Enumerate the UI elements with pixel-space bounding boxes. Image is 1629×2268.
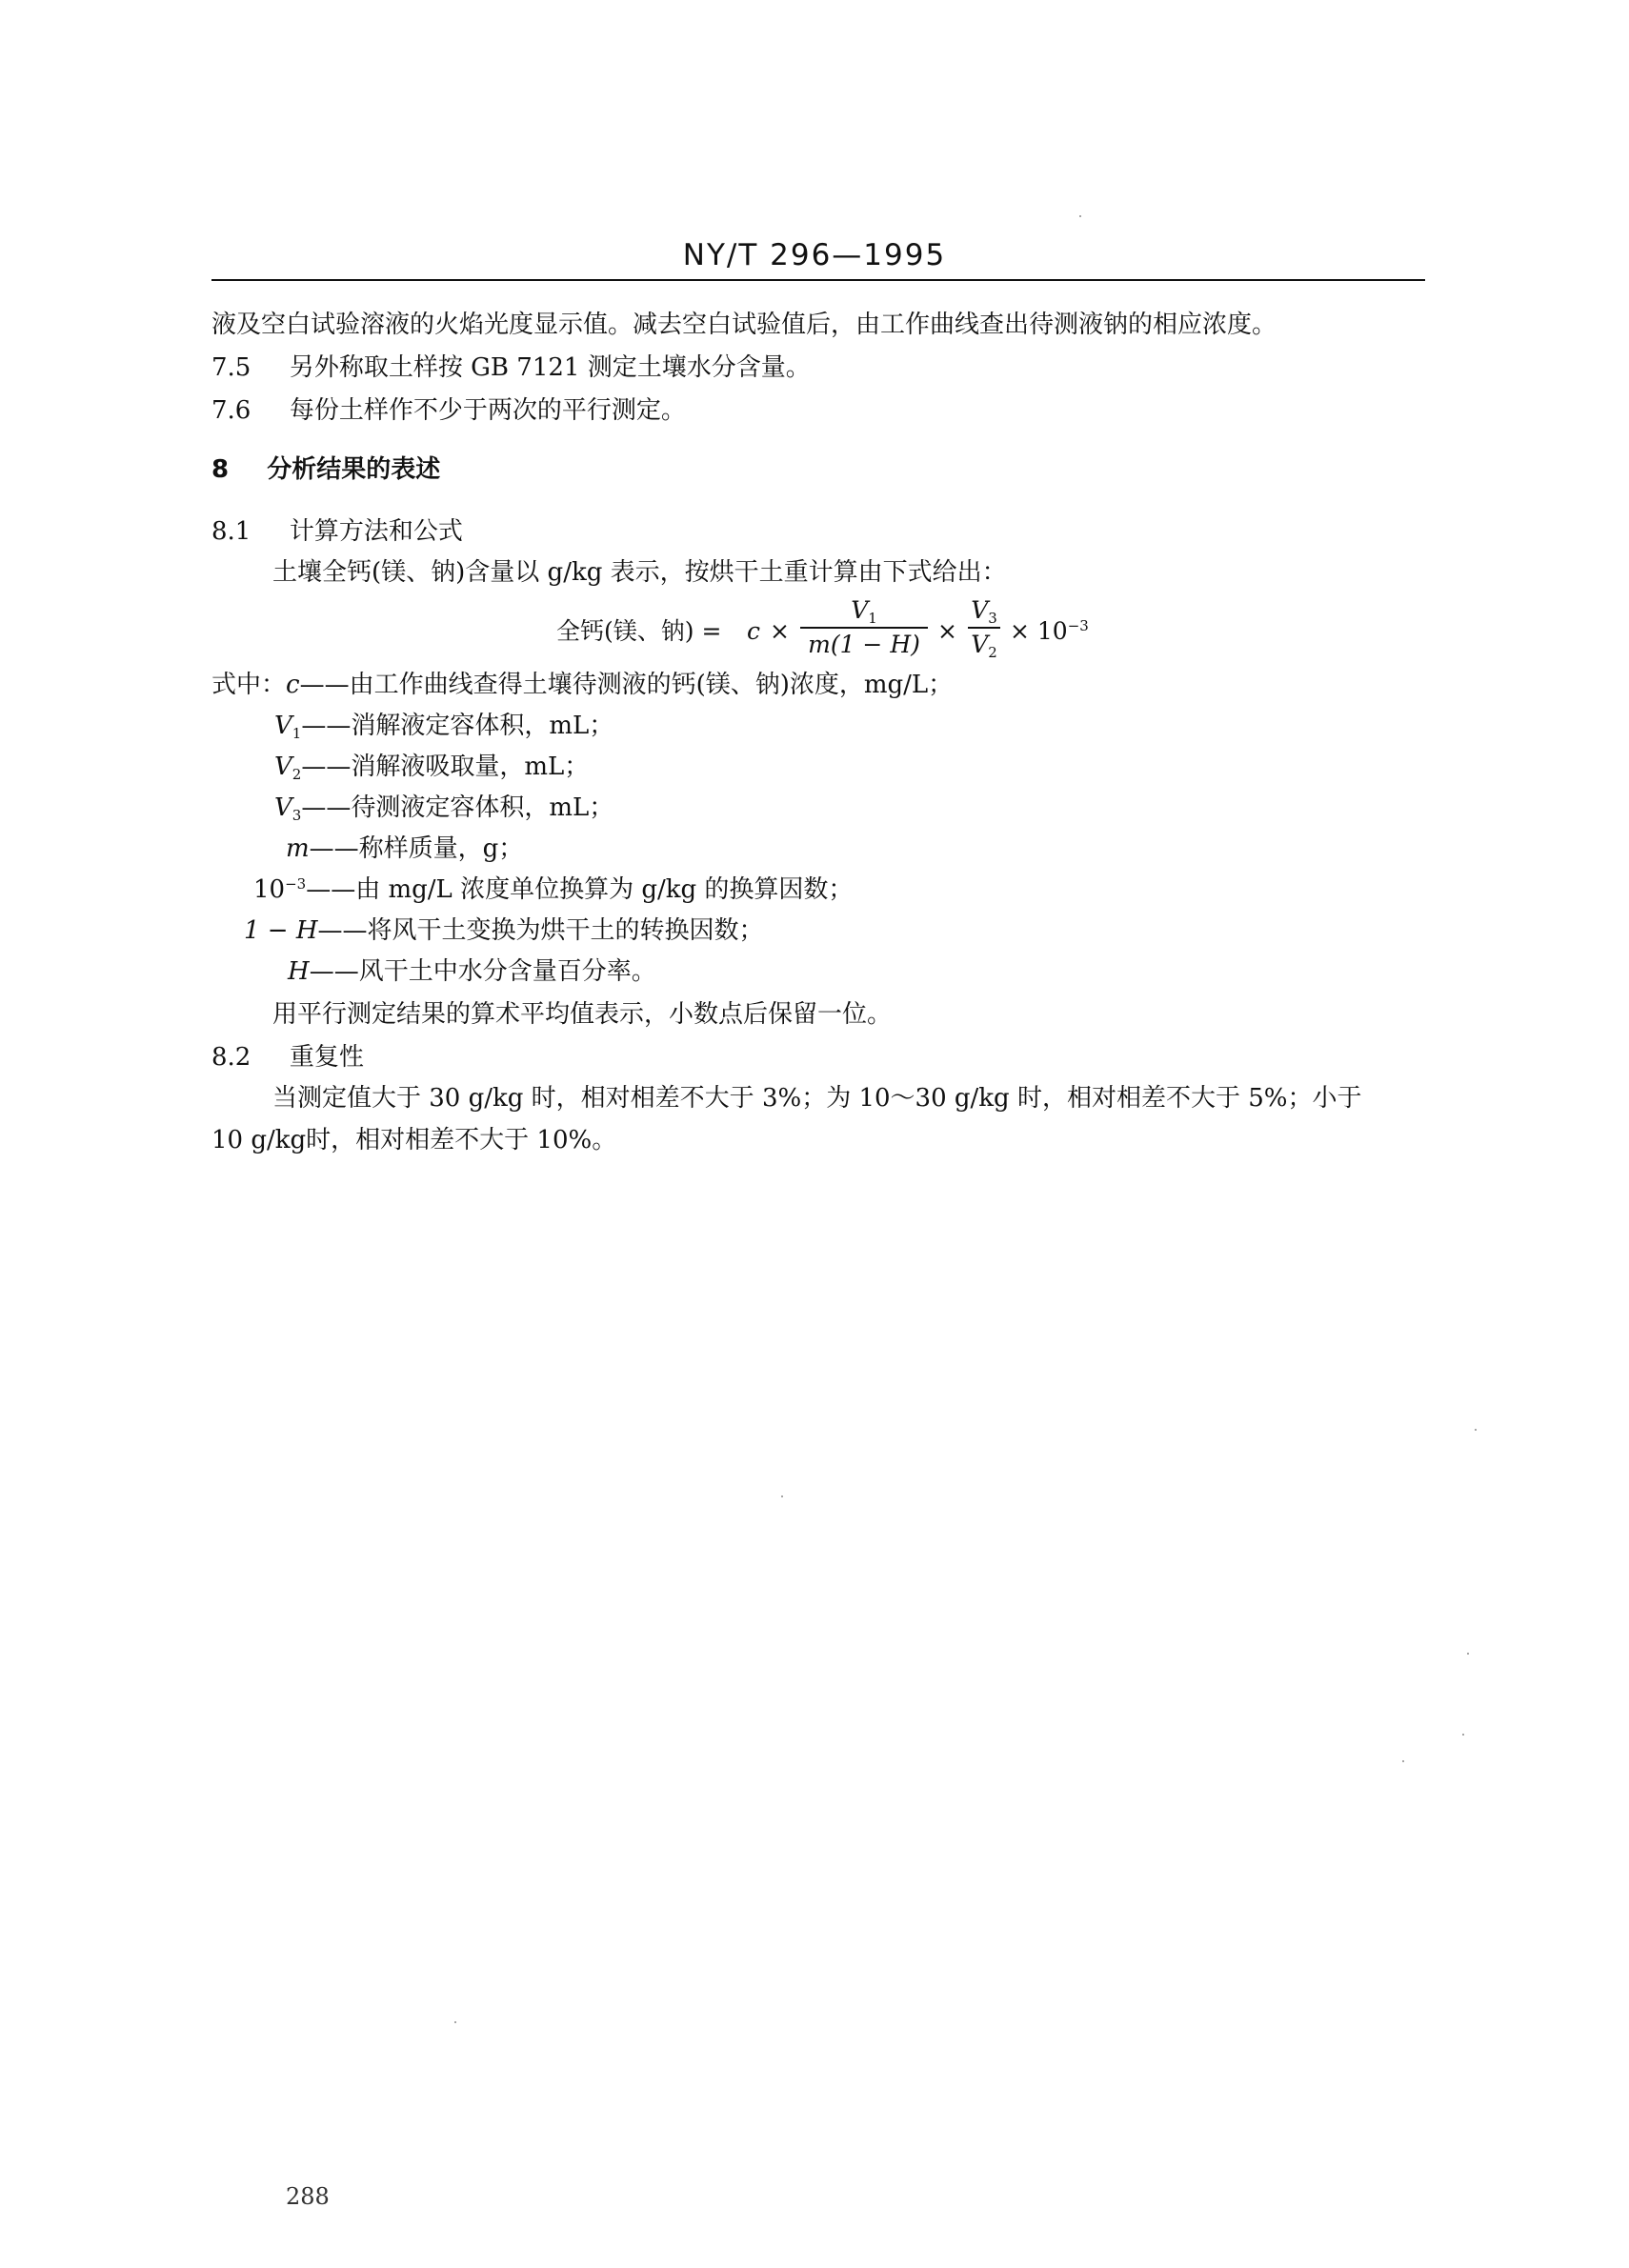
scan-speck <box>1475 1429 1477 1431</box>
section-8-heading <box>211 455 440 485</box>
header-rule <box>211 279 1425 281</box>
formula-lhs: 全钙(镁、钠) = <box>556 617 722 645</box>
formula-c: c <box>747 617 761 645</box>
definition-c: c——由工作曲线查得土壤待测液的钙(镁、钠)浓度，mg/L； <box>286 671 954 699</box>
definition-conversion-factor: $10^{-3}——$由 mg/L 浓度单位换算为 g/kg 的换算因数； <box>253 875 854 904</box>
item-number: 7.6 <box>211 396 251 425</box>
definition-h: H——风干土中水分含量百分率。 <box>288 957 656 986</box>
repeatability-line-2: 10 g/kg时，相对相差不大于 10%。 <box>211 1126 617 1154</box>
where-label: 式中： <box>211 671 287 699</box>
section-title: 分析结果的表述 <box>267 455 441 484</box>
subsection-title: 重复性 <box>289 1043 364 1072</box>
fraction-v1-over-m: $V_1$ m(1 − H) <box>800 596 928 659</box>
subsection-8-2-heading <box>211 1043 364 1073</box>
repeatability-line-1: 当测定值大于 30 g/kg 时，相对相差不大于 3%；为 10～30 g/kg 时，相对相差不大于 5%；小于 <box>272 1084 1362 1113</box>
item-number: 7.5 <box>211 353 251 382</box>
scan-speck <box>1462 1734 1464 1736</box>
result-expression-note: 用平行测定结果的算术平均值表示，小数点后保留一位。 <box>272 1000 893 1029</box>
standard-code-header: NY/T 296—1995 <box>682 238 947 272</box>
formula-intro: 土壤全钙(镁、钠)含量以 g/kg 表示，按烘干土重计算由下式给出： <box>272 558 1007 587</box>
item-text: 每份土样作不少于两次的平行测定。 <box>289 396 686 425</box>
item-text: 另外称取土样按 GB 7121 测定土壤水分含量。 <box>289 353 811 382</box>
subsection-number: 8.2 <box>211 1043 251 1072</box>
definition-v2: $V_2——$消解液吸取量，mL； <box>274 753 590 783</box>
formula-times-2: × <box>937 617 957 645</box>
item-7-5 <box>211 353 811 383</box>
definition-m: m——称样质量，g； <box>286 834 524 863</box>
subsection-8-1-heading <box>211 517 463 547</box>
continuation-paragraph: 液及空白试验溶液的火焰光度显示值。减去空白试验值后，由工作曲线查出待测液钠的相应浓度。 <box>211 311 1277 339</box>
formula-times-1: × <box>770 617 790 645</box>
fraction-v3-over-v2: $V_3$ $V_2$ <box>968 596 1000 659</box>
subsection-number: 8.1 <box>211 517 251 546</box>
definition-one-minus-h: 1 − H——将风干土变换为烘干土的转换因数； <box>244 916 764 945</box>
scan-speck <box>781 1495 783 1497</box>
definition-v3: $V_3——$待测液定容体积，mL； <box>274 793 614 824</box>
scan-speck <box>1467 1653 1469 1655</box>
section-number: 8 <box>211 455 230 484</box>
scan-speck <box>1079 215 1081 217</box>
scan-speck <box>454 2021 456 2023</box>
scan-speck <box>1402 1760 1404 1762</box>
definition-v1: $V_1——$消解液定容体积，mL； <box>274 712 614 742</box>
formula-tail: × $10^{-3}$ <box>1010 617 1089 645</box>
page-number: 288 <box>286 2183 330 2210</box>
subsection-title: 计算方法和公式 <box>289 517 463 546</box>
item-7-6 <box>211 396 686 426</box>
